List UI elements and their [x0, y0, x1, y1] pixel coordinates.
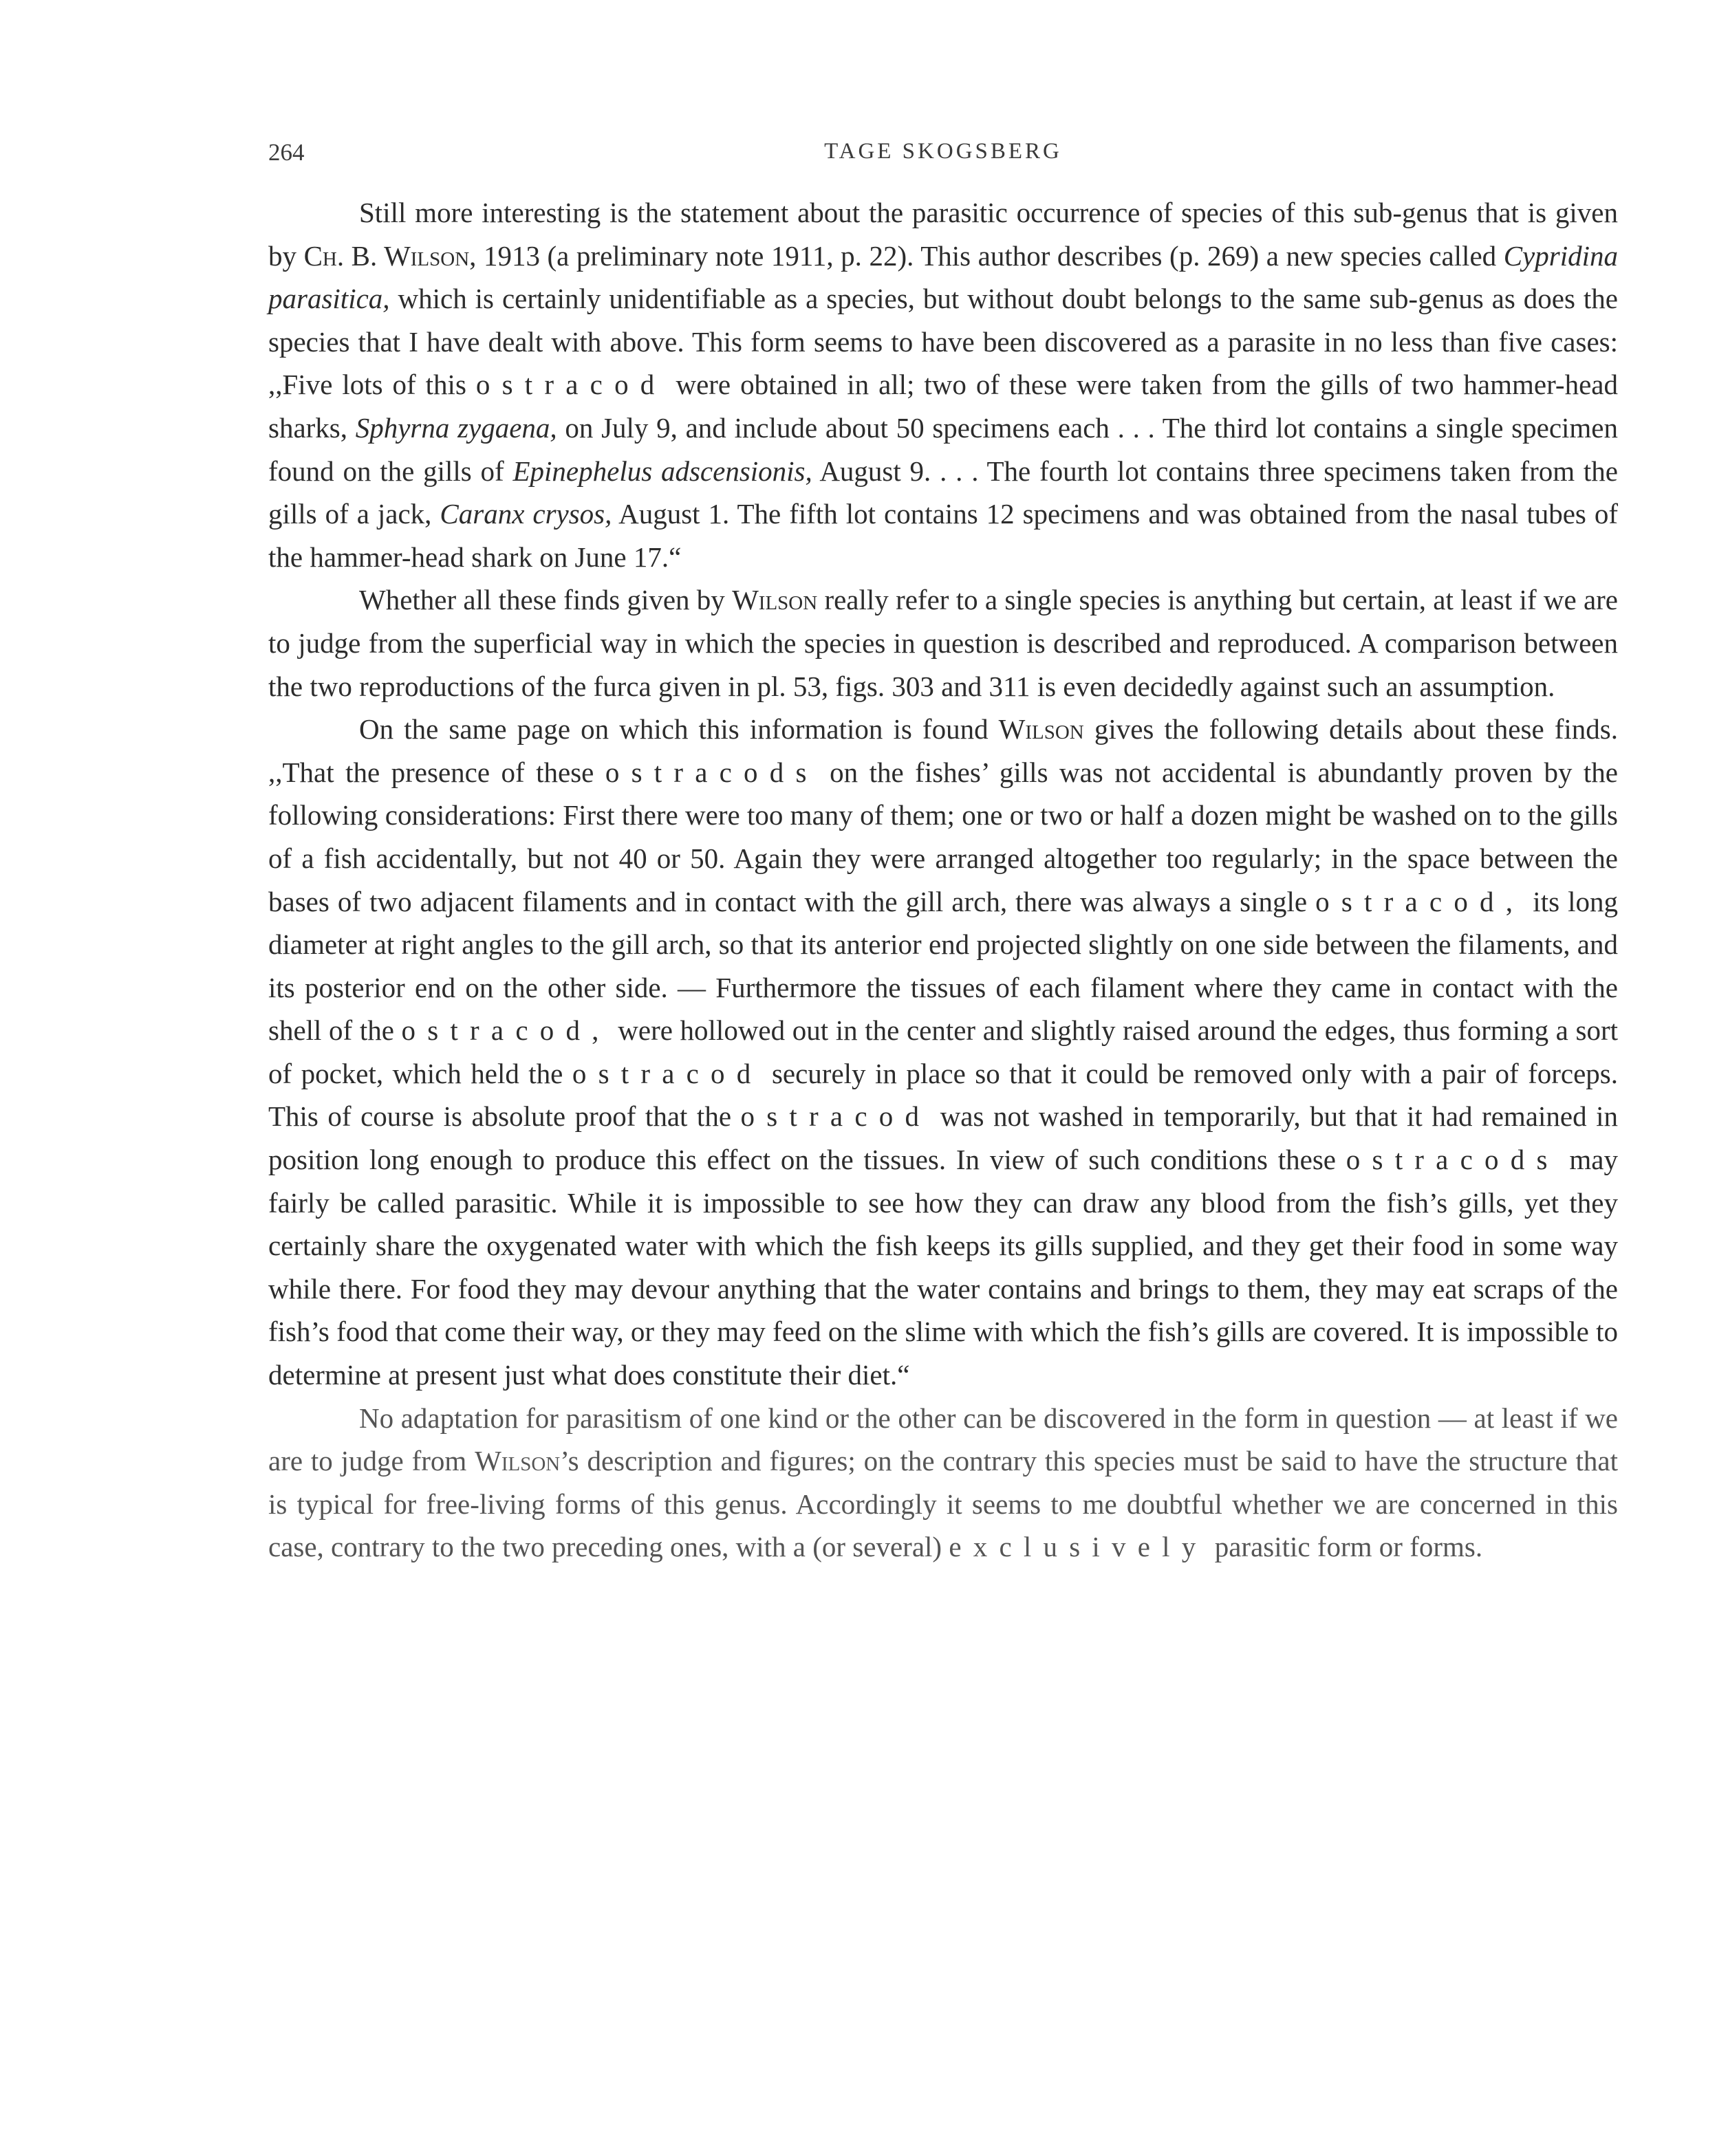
spaced-term: ostracod — [740, 1100, 931, 1133]
running-title: TAGE SKOGSBERG — [824, 139, 1062, 164]
author-name: Ch. B. Wilson — [303, 239, 470, 272]
species-name: Caranx crysos, — [440, 498, 612, 530]
text-run: were obtained in all; two of these were taken from the gills of two hammer-head sharks, — [268, 369, 1618, 444]
spaced-term: ostracods — [605, 756, 819, 788]
spaced-term: ostracods — [1346, 1144, 1559, 1176]
text-run: Still more interesting is the statement about the parasitic occurrence of species of this sub-genus that is given by — [268, 197, 1618, 272]
paragraph-2 — [268, 578, 1618, 708]
paragraph-1 — [268, 191, 1618, 578]
text-run: On the same page on which this information is found — [359, 713, 999, 745]
text-run: Whether all these finds given by — [359, 584, 733, 616]
text-run: August 9. . . . The fourth lot contains three specimens taken from the gills of a jack, — [268, 455, 1619, 530]
species-name: Epinephelus adscensionis, — [512, 455, 812, 487]
body-text — [268, 191, 1618, 1569]
text-run: were hollowed out in the center and slightly raised around the edges, thus forming a sort of pocket, which held the — [268, 1014, 1618, 1089]
text-run: parasitic form or forms. — [1207, 1531, 1483, 1563]
spaced-term: exclusively — [949, 1531, 1208, 1563]
spaced-term: ostracod — [475, 369, 667, 401]
paragraph-4 — [268, 1397, 1618, 1569]
paragraph-3 — [268, 708, 1618, 1397]
text-run: , 1913 (a preliminary note 1911, p. 22). This author describes (p. 269) a new species called — [469, 239, 1504, 272]
text-run: really refer to a single species is anything but certain, at least if we are to judge from the superficial way in which the species in question is described and reproduced. A comparison between the two reproductions of the furca given in pl. 53, figs. 303 and 311 is even decidedly against such an assumption. — [268, 584, 1618, 702]
spaced-term: ostracod — [572, 1057, 763, 1089]
species-name: Sphyrna zygaena, — [355, 411, 557, 444]
text-run: No adaptation for parasitism of one kind or the other can be discovered in the form in question — at least if we are to judge from — [268, 1402, 1618, 1477]
text-run: on July 9, and include about 50 specimens each . . . The third lot contains a single specimen found on the gills of — [268, 411, 1618, 487]
species-name: Cypridina parasitica, — [268, 239, 1618, 315]
running-head — [268, 139, 1618, 180]
author-name: Wilson — [475, 1445, 561, 1477]
text-run: on the fishes’ gills was not accidental is abundantly proven by the following considerations: First there were too many of them; one or two or half a dozen might be washed on to the gills of a fish accidentally, but not 40 or 50. Again they were arranged altogether too regularly; in the space between the bases of two adjacent filaments and in contact with the gill arch, there was always a single — [268, 756, 1618, 917]
author-name: Wilson — [998, 713, 1084, 745]
text-run: securely in place so that it could be removed only with a pair of forceps. This of course is absolute proof that the — [268, 1057, 1618, 1133]
page-number: 264 — [268, 139, 305, 166]
text-run: ’s description and figures; on the contrary this species must be said to have the structure that is typical for free-living forms of this genus. Accordingly it seems to me doubtful whether we are concerned in this case, contrary to the two preceding ones, with a (or several) — [268, 1445, 1618, 1563]
text-run: its long diameter at right angles to the gill arch, so that its anterior end projected slightly on one side between the filaments, and its posterior end on the other side. — Furthermore the tissues of each filament where they came in contact with the shell of the — [268, 885, 1618, 1047]
spaced-term: ostracod, — [1315, 885, 1525, 917]
text-run: was not washed in temporarily, but that it had remained in position long enough to produce this effect on the tissues. In view of such conditions these — [268, 1100, 1618, 1176]
text-run: which is certainly unidentifiable as a species, but without doubt belongs to the same sub-genus as does the species that I have dealt with above. This form seems to have been discovered as a parasite in no less than five cases: ,,Five lots of this — [268, 283, 1618, 401]
text-run: August 1. The fifth lot contains 12 specimens and was obtained from the nasal tubes of the hammer-head shark on June 17.“ — [268, 498, 1618, 573]
author-name: Wilson — [732, 584, 818, 616]
text-run: gives the following details about these finds. ,,That the presence of these — [268, 713, 1618, 788]
spaced-term: ostracod, — [401, 1014, 611, 1047]
text-run: may fairly be called parasitic. While it is impossible to see how they can draw any blood from the fish’s gills, yet they certainly share the oxygenated water with which the fish keeps its gills supplied, and they get their food in some way while there. For food they may devour anything that the water contains and brings to them, they may eat scraps of the fish’s food that come their way, or they may feed on the slime with which the fish’s gills are covered. It is impossible to determine at present just what does constitute their diet.“ — [268, 1144, 1619, 1391]
